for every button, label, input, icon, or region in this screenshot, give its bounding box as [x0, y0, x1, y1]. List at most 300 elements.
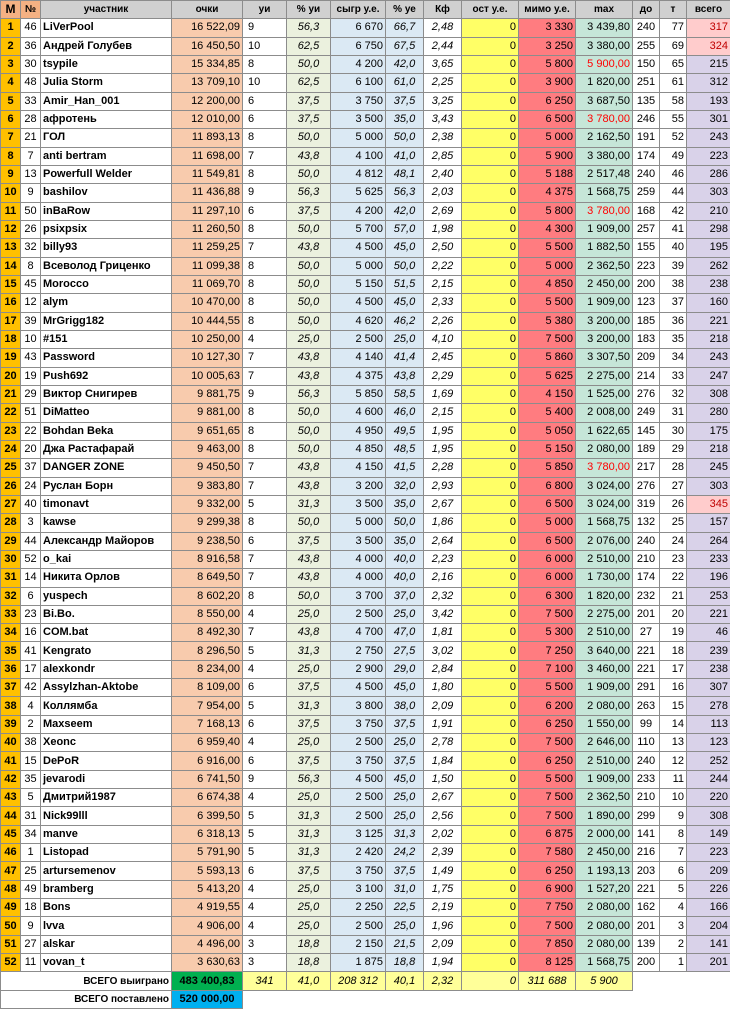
participant-name: Morocco: [41, 275, 172, 293]
participant-name: Коллямба: [41, 697, 172, 715]
table-row: [1, 569, 730, 587]
rank-cell: 13: [1, 239, 21, 257]
table-row: [1, 37, 730, 55]
participant-name: Maxseem: [41, 715, 172, 733]
do-cell: 214: [633, 367, 660, 385]
entry-number: 36: [21, 37, 41, 55]
mimo-cell: 5 625: [519, 367, 576, 385]
participant-name: Bons: [41, 899, 172, 917]
total-cell: 141: [687, 935, 730, 953]
pct-ue-cell: 50,0: [386, 129, 424, 147]
table-row: [1, 789, 730, 807]
mimo-cell: 5 500: [519, 294, 576, 312]
pct-ui-cell: 50,0: [287, 220, 331, 238]
ui-cell: 7: [243, 550, 287, 568]
max-cell: 2 450,00: [576, 844, 633, 862]
t-cell: 46: [660, 165, 687, 183]
do-cell: 232: [633, 587, 660, 605]
mimo-cell: 4 850: [519, 275, 576, 293]
table-row: [1, 605, 730, 623]
ui-cell: 7: [243, 477, 287, 495]
ost-cell: 0: [462, 422, 519, 440]
pct-ui-cell: 50,0: [287, 129, 331, 147]
kf-cell: 1,75: [424, 880, 462, 898]
rank-cell: 19: [1, 349, 21, 367]
pct-ui-cell: 37,5: [287, 92, 331, 110]
do-cell: 145: [633, 422, 660, 440]
points-cell: 10 444,55: [172, 312, 243, 330]
pct-ue-cell: 66,7: [386, 19, 424, 37]
do-cell: 259: [633, 184, 660, 202]
max-cell: 1 890,00: [576, 807, 633, 825]
pct-ui-cell: 56,3: [287, 19, 331, 37]
ost-cell: 0: [462, 275, 519, 293]
ui-cell: 5: [243, 642, 287, 660]
table-row: [1, 294, 730, 312]
won-ue-cell: 2 750: [331, 642, 386, 660]
pct-ui-cell: 31,3: [287, 697, 331, 715]
kf-cell: 1,98: [424, 220, 462, 238]
mimo-cell: 7 500: [519, 789, 576, 807]
won-ue-cell: 4 600: [331, 404, 386, 422]
total-cell: 303: [687, 477, 730, 495]
entry-number: 6: [21, 587, 41, 605]
ost-cell: 0: [462, 440, 519, 458]
rank-cell: 1: [1, 19, 21, 37]
total-cell: 308: [687, 385, 730, 403]
rank-cell: 45: [1, 825, 21, 843]
header-points: очки: [172, 1, 243, 19]
mimo-cell: 4 375: [519, 184, 576, 202]
max-cell: 2 275,00: [576, 367, 633, 385]
pct-ue-cell: 67,5: [386, 37, 424, 55]
mimo-cell: 4 150: [519, 385, 576, 403]
pct-ue-cell: 25,0: [386, 789, 424, 807]
entry-number: 32: [21, 239, 41, 257]
t-cell: 34: [660, 349, 687, 367]
pct-ue-cell: 38,0: [386, 697, 424, 715]
kf-cell: 2,26: [424, 312, 462, 330]
won-ue-cell: 4 375: [331, 367, 386, 385]
total-cell: 221: [687, 605, 730, 623]
ost-cell: 0: [462, 789, 519, 807]
kf-cell: 2,93: [424, 477, 462, 495]
ui-cell: 6: [243, 532, 287, 550]
max-cell: 1 909,00: [576, 770, 633, 788]
mimo-cell: 5 500: [519, 239, 576, 257]
entry-number: 19: [21, 367, 41, 385]
won-ue-cell: 2 500: [331, 605, 386, 623]
rank-cell: 26: [1, 477, 21, 495]
t-cell: 1: [660, 954, 687, 972]
pct-ue-cell: 18,8: [386, 954, 424, 972]
max-cell: 1 568,75: [576, 184, 633, 202]
rank-cell: 2: [1, 37, 21, 55]
do-cell: 276: [633, 477, 660, 495]
max-cell: 2 000,00: [576, 825, 633, 843]
pct-ui-cell: 43,8: [287, 459, 331, 477]
t-cell: 17: [660, 660, 687, 678]
max-cell: 2 450,00: [576, 275, 633, 293]
ost-cell: 0: [462, 239, 519, 257]
ost-cell: 0: [462, 74, 519, 92]
t-cell: 44: [660, 184, 687, 202]
table-row: [1, 239, 730, 257]
t-cell: 8: [660, 825, 687, 843]
ost-cell: 0: [462, 129, 519, 147]
entry-number: 29: [21, 385, 41, 403]
participant-name: Assylzhan-Aktobe: [41, 679, 172, 697]
pct-ui-cell: 25,0: [287, 789, 331, 807]
max-cell: 1 882,50: [576, 239, 633, 257]
ost-cell: 0: [462, 935, 519, 953]
ui-cell: 5: [243, 495, 287, 513]
max-cell: 2 076,00: [576, 532, 633, 550]
points-cell: 9 383,80: [172, 477, 243, 495]
t-cell: 65: [660, 55, 687, 73]
table-row: [1, 734, 730, 752]
total-cell: 210: [687, 202, 730, 220]
pct-ui-cell: 43,8: [287, 477, 331, 495]
t-cell: 39: [660, 257, 687, 275]
won-ue-cell: 4 140: [331, 349, 386, 367]
points-cell: 9 881,00: [172, 404, 243, 422]
rank-cell: 34: [1, 624, 21, 642]
participant-name: Xeonc: [41, 734, 172, 752]
ost-cell: 0: [462, 825, 519, 843]
ui-cell: 8: [243, 220, 287, 238]
entry-number: 9: [21, 184, 41, 202]
ui-cell: 8: [243, 275, 287, 293]
kf-cell: 1,96: [424, 917, 462, 935]
participant-name: DiMatteo: [41, 404, 172, 422]
ui-cell: 8: [243, 587, 287, 605]
points-cell: 9 238,50: [172, 532, 243, 550]
total-cell: 220: [687, 789, 730, 807]
participant-name: psixpsix: [41, 220, 172, 238]
ost-cell: 0: [462, 899, 519, 917]
max-cell: 3 024,00: [576, 477, 633, 495]
total-cell: 233: [687, 550, 730, 568]
kf-cell: 2,69: [424, 202, 462, 220]
table-row: [1, 624, 730, 642]
total-cell: 201: [687, 954, 730, 972]
ui-cell: 5: [243, 825, 287, 843]
t-cell: 20: [660, 605, 687, 623]
t-cell: 58: [660, 92, 687, 110]
won-ue-cell: 4 700: [331, 624, 386, 642]
kf-cell: 2,38: [424, 129, 462, 147]
table-row: [1, 587, 730, 605]
max-cell: 3 780,00: [576, 202, 633, 220]
kf-cell: 2,39: [424, 844, 462, 862]
mimo-cell: 7 850: [519, 935, 576, 953]
header-mimo: мимо у.е.: [519, 1, 576, 19]
participant-name: inBaRow: [41, 202, 172, 220]
points-cell: 12 010,00: [172, 110, 243, 128]
mimo-cell: 7 100: [519, 660, 576, 678]
t-cell: 35: [660, 330, 687, 348]
total-stake-value: 520 000,00: [172, 990, 243, 1008]
total-cell: 252: [687, 752, 730, 770]
ost-cell: 0: [462, 477, 519, 495]
max-cell: 3 307,50: [576, 349, 633, 367]
max-cell: 2 080,00: [576, 697, 633, 715]
t-cell: 28: [660, 459, 687, 477]
entry-number: 2: [21, 715, 41, 733]
header-do: до: [633, 1, 660, 19]
ost-cell: 0: [462, 569, 519, 587]
entry-number: 52: [21, 550, 41, 568]
total-cell: 243: [687, 349, 730, 367]
entry-number: 4: [21, 697, 41, 715]
table-row: [1, 660, 730, 678]
t-cell: 37: [660, 294, 687, 312]
ost-cell: 0: [462, 92, 519, 110]
t-cell: 16: [660, 679, 687, 697]
do-cell: 150: [633, 55, 660, 73]
max-cell: 1 909,00: [576, 294, 633, 312]
ost-cell: 0: [462, 844, 519, 862]
pct-ui-cell: 50,0: [287, 422, 331, 440]
table-row: [1, 92, 730, 110]
pct-ui-cell: 18,8: [287, 935, 331, 953]
t-cell: 42: [660, 202, 687, 220]
do-cell: 216: [633, 844, 660, 862]
total-cell: 113: [687, 715, 730, 733]
t-cell: 41: [660, 220, 687, 238]
do-cell: 201: [633, 605, 660, 623]
rank-cell: 27: [1, 495, 21, 513]
kf-cell: 3,42: [424, 605, 462, 623]
do-cell: 240: [633, 532, 660, 550]
total-cell: 312: [687, 74, 730, 92]
kf-cell: 2,78: [424, 734, 462, 752]
table-row: [1, 844, 730, 862]
points-cell: 4 496,00: [172, 935, 243, 953]
sum-pct-ui: 41,0: [287, 972, 331, 990]
table-row: [1, 935, 730, 953]
ui-cell: 6: [243, 202, 287, 220]
ui-cell: 8: [243, 129, 287, 147]
won-ue-cell: 3 125: [331, 825, 386, 843]
max-cell: 1 527,20: [576, 880, 633, 898]
ost-cell: 0: [462, 385, 519, 403]
do-cell: 291: [633, 679, 660, 697]
header-t: т: [660, 1, 687, 19]
won-ue-cell: 5 000: [331, 129, 386, 147]
participant-name: alskar: [41, 935, 172, 953]
pct-ue-cell: 31,0: [386, 880, 424, 898]
rank-cell: 23: [1, 422, 21, 440]
ost-cell: 0: [462, 184, 519, 202]
table-row: [1, 55, 730, 73]
entry-number: 21: [21, 129, 41, 147]
pct-ui-cell: 37,5: [287, 715, 331, 733]
max-cell: 3 439,80: [576, 19, 633, 37]
max-cell: 1 193,13: [576, 862, 633, 880]
max-cell: 3 380,00: [576, 147, 633, 165]
won-ue-cell: 2 500: [331, 917, 386, 935]
ui-cell: 7: [243, 569, 287, 587]
points-cell: 9 450,50: [172, 459, 243, 477]
ost-cell: 0: [462, 110, 519, 128]
entry-number: 34: [21, 825, 41, 843]
won-ue-cell: 4 620: [331, 312, 386, 330]
ui-cell: 7: [243, 147, 287, 165]
do-cell: 240: [633, 752, 660, 770]
do-cell: 155: [633, 239, 660, 257]
rank-cell: 8: [1, 147, 21, 165]
entry-number: 30: [21, 55, 41, 73]
won-ue-cell: 2 500: [331, 789, 386, 807]
t-cell: 27: [660, 477, 687, 495]
pct-ue-cell: 37,5: [386, 752, 424, 770]
table-row: [1, 367, 730, 385]
won-ue-cell: 5 850: [331, 385, 386, 403]
do-cell: 174: [633, 147, 660, 165]
pct-ui-cell: 50,0: [287, 294, 331, 312]
t-cell: 12: [660, 752, 687, 770]
kf-cell: 2,09: [424, 935, 462, 953]
participant-name: COM.bat: [41, 624, 172, 642]
pct-ui-cell: 18,8: [287, 954, 331, 972]
total-cell: 46: [687, 624, 730, 642]
do-cell: 123: [633, 294, 660, 312]
rank-cell: 50: [1, 917, 21, 935]
rank-cell: 17: [1, 312, 21, 330]
points-cell: 6 318,13: [172, 825, 243, 843]
max-cell: 2 080,00: [576, 935, 633, 953]
mimo-cell: 5 380: [519, 312, 576, 330]
max-cell: 1 622,65: [576, 422, 633, 440]
kf-cell: 2,32: [424, 587, 462, 605]
mimo-cell: 7 500: [519, 605, 576, 623]
pct-ue-cell: 51,5: [386, 275, 424, 293]
pct-ui-cell: 56,3: [287, 184, 331, 202]
ost-cell: 0: [462, 349, 519, 367]
do-cell: 251: [633, 74, 660, 92]
points-cell: 10 005,63: [172, 367, 243, 385]
mimo-cell: 5 800: [519, 55, 576, 73]
do-cell: 240: [633, 165, 660, 183]
mimo-cell: 5 150: [519, 440, 576, 458]
won-ue-cell: 3 750: [331, 862, 386, 880]
t-cell: 9: [660, 807, 687, 825]
kf-cell: 1,69: [424, 385, 462, 403]
t-cell: 14: [660, 715, 687, 733]
sum-ost: 0: [462, 972, 519, 990]
points-cell: 6 399,50: [172, 807, 243, 825]
ui-cell: 4: [243, 880, 287, 898]
do-cell: 201: [633, 917, 660, 935]
header-no: №: [21, 1, 41, 19]
participant-name: anti bertram: [41, 147, 172, 165]
t-cell: 13: [660, 734, 687, 752]
mimo-cell: 5 500: [519, 679, 576, 697]
entry-number: 50: [21, 202, 41, 220]
kf-cell: 2,67: [424, 789, 462, 807]
points-cell: 8 550,00: [172, 605, 243, 623]
table-row: [1, 330, 730, 348]
do-cell: 249: [633, 404, 660, 422]
won-ue-cell: 3 500: [331, 110, 386, 128]
sum-mimo: 311 688: [519, 972, 576, 990]
won-ue-cell: 1 875: [331, 954, 386, 972]
table-row: [1, 404, 730, 422]
points-cell: 8 296,50: [172, 642, 243, 660]
participant-name: Kengrato: [41, 642, 172, 660]
ui-cell: 7: [243, 367, 287, 385]
won-ue-cell: 4 500: [331, 239, 386, 257]
won-ue-cell: 4 150: [331, 459, 386, 477]
max-cell: 3 024,00: [576, 495, 633, 513]
header-pct-ui: % уи: [287, 1, 331, 19]
rank-cell: 37: [1, 679, 21, 697]
rank-cell: 6: [1, 110, 21, 128]
entry-number: 26: [21, 220, 41, 238]
max-cell: 2 510,00: [576, 624, 633, 642]
pct-ue-cell: 25,0: [386, 330, 424, 348]
table-row: [1, 899, 730, 917]
won-ue-cell: 6 670: [331, 19, 386, 37]
entry-number: 37: [21, 459, 41, 477]
points-cell: 10 470,00: [172, 294, 243, 312]
points-cell: 7 168,13: [172, 715, 243, 733]
rank-cell: 21: [1, 385, 21, 403]
mimo-cell: 6 250: [519, 862, 576, 880]
participant-name: Джа Растафарай: [41, 440, 172, 458]
entry-number: 48: [21, 74, 41, 92]
rank-cell: 14: [1, 257, 21, 275]
entry-number: 25: [21, 862, 41, 880]
won-ue-cell: 4 500: [331, 770, 386, 788]
total-cell: 175: [687, 422, 730, 440]
total-cell: 239: [687, 642, 730, 660]
do-cell: 223: [633, 257, 660, 275]
entry-number: 24: [21, 477, 41, 495]
max-cell: 3 460,00: [576, 660, 633, 678]
sum-ui: 341: [243, 972, 287, 990]
pct-ui-cell: 50,0: [287, 257, 331, 275]
total-cell: 215: [687, 55, 730, 73]
pct-ui-cell: 50,0: [287, 275, 331, 293]
pct-ui-cell: 43,8: [287, 624, 331, 642]
pct-ui-cell: 37,5: [287, 202, 331, 220]
rank-cell: 39: [1, 715, 21, 733]
participant-name: DANGER ZONE: [41, 459, 172, 477]
entry-number: 45: [21, 275, 41, 293]
pct-ue-cell: 47,0: [386, 624, 424, 642]
table-row: [1, 110, 730, 128]
points-cell: 11 260,50: [172, 220, 243, 238]
pct-ue-cell: 58,5: [386, 385, 424, 403]
ost-cell: 0: [462, 587, 519, 605]
points-cell: 9 299,38: [172, 514, 243, 532]
total-cell: 204: [687, 917, 730, 935]
mimo-cell: 5 860: [519, 349, 576, 367]
won-ue-cell: 4 000: [331, 550, 386, 568]
table-row: [1, 184, 730, 202]
t-cell: 11: [660, 770, 687, 788]
total-stake-label: ВСЕГО поставлено: [1, 990, 172, 1008]
pct-ui-cell: 43,8: [287, 349, 331, 367]
max-cell: 1 909,00: [576, 679, 633, 697]
ui-cell: 9: [243, 19, 287, 37]
pct-ue-cell: 29,0: [386, 660, 424, 678]
entry-number: 22: [21, 422, 41, 440]
ost-cell: 0: [462, 330, 519, 348]
